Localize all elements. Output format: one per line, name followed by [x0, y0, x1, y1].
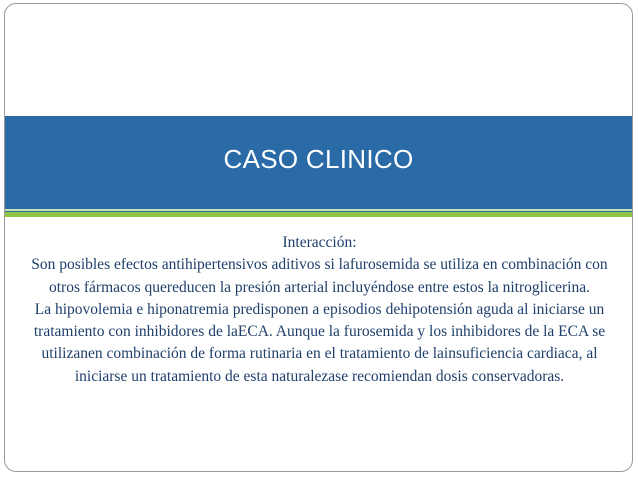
- body-heading: Interacción:: [282, 234, 357, 251]
- body-paragraph-2: La hipovolemia e hiponatremia predisponen a episodios dehipotensión aguda al iniciarse un tratamiento con inhibidores de laECA. Aunque la furosemida y los inhibidores de la ECA se utilizanen combinación de forma rutinaria en el tratamiento de lainsuficiencia cardiaca, al iniciarse un tratamiento de esta naturalezase recomiendan dosis conservadoras.: [33, 300, 606, 385]
- slide-body: [15, 232, 624, 388]
- slide: [4, 3, 633, 472]
- body-paragraph-1: Son posibles efectos antihipertensivos aditivos si lafurosemida se utiliza en combinación con otros fármacos quereducen la presión arterial incluyéndose entre estos la nitroglicerina.: [31, 256, 608, 296]
- slide-title: CASO CLINICO: [223, 144, 414, 174]
- accent-stripe-light: [5, 209, 632, 211]
- accent-stripe: [5, 212, 632, 217]
